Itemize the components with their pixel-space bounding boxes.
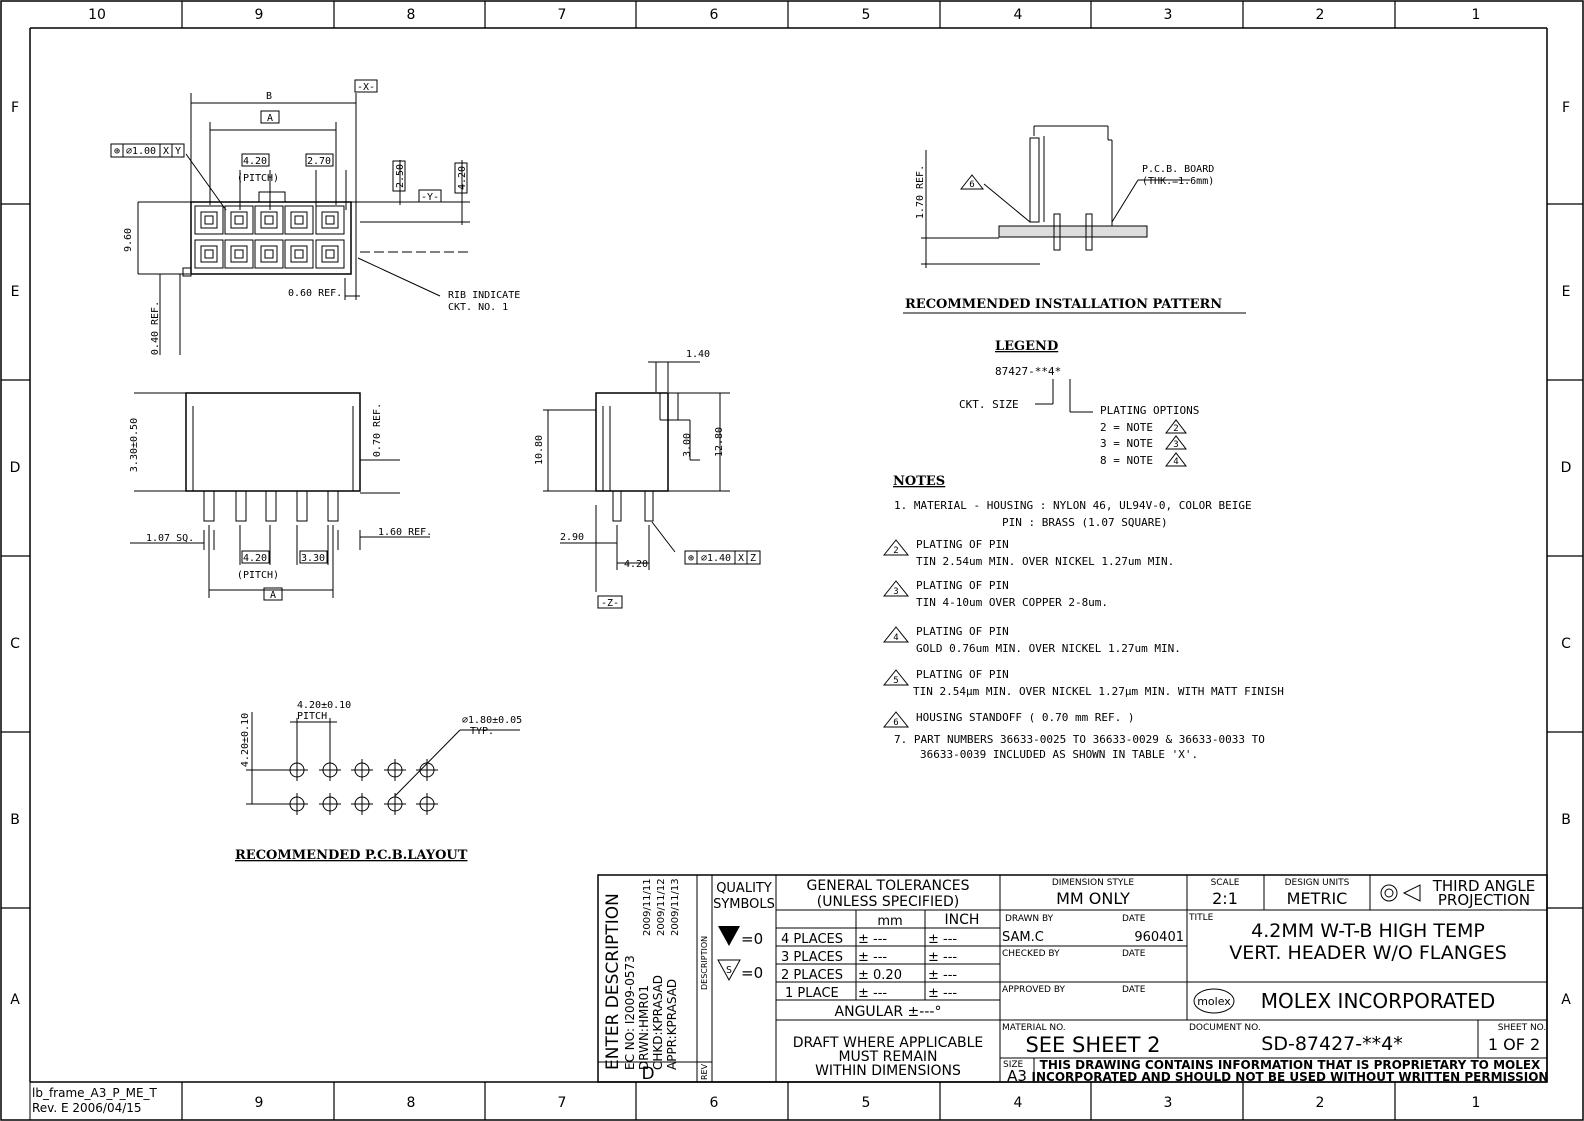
date-1: 2009/11/11	[642, 878, 653, 936]
description-label: DESCRIPTION	[700, 935, 709, 990]
dim-style-label: DIMENSION STYLE	[1051, 878, 1135, 888]
legend-opt-1-mark: 2	[1173, 424, 1179, 434]
side-tolerance-frame	[685, 551, 760, 564]
quality-sym-2: =0	[741, 964, 764, 982]
projection-2: PROJECTION	[1437, 891, 1531, 909]
tol-datum-y: Y	[174, 146, 182, 157]
pitch-note: (PITCH)	[236, 173, 280, 184]
drawn-date: 960401	[1134, 930, 1184, 945]
tol-row-4-mm: ± ---	[858, 986, 888, 1001]
dim-0-70-ref: 0.70 REF.	[372, 402, 383, 458]
appr: APPR:KPRASAD	[665, 978, 679, 1070]
draft-3: WITHIN DIMENSIONS	[815, 1063, 961, 1079]
pcb-hole-icon	[319, 793, 341, 815]
side-position-icon: ⊕	[687, 553, 695, 564]
material-no: SEE SHEET 2	[1025, 1033, 1161, 1057]
frame-name: lb_frame_A3_P_ME_T	[32, 1086, 157, 1100]
note-3-mark: 3	[893, 587, 899, 597]
tol-row-2-inch: ± ---	[928, 950, 958, 965]
quality-label-1: QUALITY	[716, 881, 772, 896]
col-label-bottom-3: 3	[1163, 1095, 1173, 1111]
approved-label: APPROVED BY	[1002, 985, 1066, 995]
note-3-line2: TIN 4-10um OVER COPPER 2-8um.	[916, 596, 1109, 609]
legend-plating: PLATING OPTIONS	[1100, 404, 1200, 417]
rev-label: REV	[700, 1063, 709, 1080]
dim-0-60-ref: 0.60 REF.	[288, 288, 343, 299]
dim-1-40: 1.40	[686, 349, 711, 360]
row-label-left-D: D	[9, 460, 21, 476]
tol-row-2-mm: ± ---	[858, 950, 888, 965]
units: METRIC	[1286, 889, 1348, 908]
row-label-right-B: B	[1561, 812, 1571, 828]
col-label-bottom-1: 1	[1471, 1095, 1481, 1111]
front-dim-a: A	[269, 590, 277, 601]
dim-b: B	[265, 91, 273, 102]
col-label-bottom-5: 5	[861, 1095, 871, 1111]
note-5-line2: TIN 2.54μm MIN. OVER NICKEL 1.27μm MIN. WITH MATT FINISH	[913, 685, 1284, 698]
date-2: 2009/11/12	[656, 878, 667, 936]
inch-label: INCH	[944, 912, 980, 928]
drawing-title-2: VERT. HEADER W/O FLANGES	[1229, 942, 1507, 964]
col-label-top-8: 8	[406, 7, 416, 23]
col-label-bottom-9: 9	[254, 1095, 264, 1111]
col-label-bottom-8: 8	[406, 1095, 416, 1111]
dim-9-60: 9.60	[123, 227, 134, 253]
note-6-line1: HOUSING STANDOFF ( 0.70 mm REF. )	[916, 711, 1135, 724]
top-view	[138, 93, 470, 355]
side-tol-datum-x: X	[737, 553, 745, 564]
datum-z: -Z-	[600, 598, 620, 609]
frame-rev: Rev. E 2006/04/15	[32, 1101, 142, 1115]
note-2-line2: TIN 2.54um MIN. OVER NICKEL 1.27um MIN.	[916, 555, 1175, 568]
drawn-by: SAM.C	[1002, 930, 1044, 945]
pcb-layout-title: RECOMMENDED P.C.B.LAYOUT	[235, 848, 468, 863]
molex-logo-text: molex	[1197, 995, 1231, 1008]
side-tol-value: ∅1.40	[700, 553, 732, 564]
legend-opt-2-mark: 3	[1173, 440, 1179, 450]
pcb-hole-typ: TYP.	[470, 726, 495, 737]
datum-x: -X-	[356, 82, 376, 93]
note-3-line1: PLATING OF PIN	[916, 579, 1009, 592]
installation-pattern	[903, 126, 1246, 313]
pcb-hole-icon	[351, 793, 373, 815]
pcb-hole-icon	[351, 759, 373, 781]
legend-opt-3: 8 = NOTE	[1100, 454, 1153, 467]
dim-3-30: 3.30±0.50	[129, 417, 140, 473]
title-block-text	[603, 877, 1548, 1085]
note-5-mark: 5	[893, 676, 899, 686]
gen-tol-1: GENERAL TOLERANCES	[806, 878, 970, 894]
note-2-mark: 2	[893, 546, 899, 556]
size-label: SIZE	[1003, 1060, 1024, 1070]
tol-row-4-places: 1 PLACE	[785, 986, 839, 1001]
tol-value: ∅1.00	[125, 146, 157, 157]
note-6-mark-b: 6	[893, 718, 899, 728]
document-label: DOCUMENT NO.	[1189, 1023, 1261, 1033]
col-label-top-10: 10	[88, 7, 106, 23]
col-label-top-3: 3	[1163, 7, 1173, 23]
row-label-left-A: A	[10, 992, 20, 1008]
col-label-bottom-2: 2	[1315, 1095, 1325, 1111]
proprietary-1: THIS DRAWING CONTAINS INFORMATION THAT IS PROPRIETARY TO MOLEX	[1039, 1058, 1541, 1072]
quality-label-2: SYMBOLS	[713, 897, 775, 912]
row-label-left-F: F	[10, 100, 20, 116]
drawn-by-label: DRAWN BY	[1005, 914, 1054, 924]
legend-opt-3-mark: 4	[1173, 457, 1179, 467]
pcb-hole-icon	[286, 759, 308, 781]
col-label-bottom-7: 7	[557, 1095, 567, 1111]
col-label-top-7: 7	[557, 7, 567, 23]
dim-4-20-side: 4.20	[624, 559, 649, 570]
mm-label: mm	[877, 914, 903, 929]
legend-opt-2: 3 = NOTE	[1100, 437, 1153, 450]
pcb-pitch-h: 4.20±0.10	[297, 700, 352, 711]
pcb-pitch-word: PITCH	[297, 711, 328, 722]
pcb-layout-text	[235, 700, 522, 863]
note-7b: 36633-0039 INCLUDED AS SHOWN IN TABLE 'X'.	[920, 748, 1199, 761]
pcb-hole-icon	[384, 759, 406, 781]
document-no: SD-87427-**4*	[1261, 1033, 1403, 1055]
installation-title: RECOMMENDED INSTALLATION PATTERN	[905, 297, 1223, 312]
units-label: DESIGN UNITS	[1284, 878, 1350, 888]
col-label-bottom-6: 6	[709, 1095, 719, 1111]
notes-title: NOTES	[893, 474, 946, 489]
front-pitch-note: (PITCH)	[236, 570, 280, 581]
company-name: MOLEX INCORPORATED	[1260, 989, 1496, 1013]
front-view	[130, 393, 433, 598]
pcb-board: P.C.B. BOARD	[1142, 164, 1215, 175]
dim-0-40-ref: 0.40 REF.	[150, 300, 161, 356]
pcb-hole-dia: ∅1.80±0.05	[462, 715, 523, 726]
note-4-line1: PLATING OF PIN	[916, 625, 1009, 638]
projection-1: THIRD ANGLE	[1432, 877, 1536, 895]
notes	[884, 474, 1284, 761]
pcb-pitch-v: 4.20±0.10	[240, 712, 251, 768]
drwn: DRWN:HMR01	[637, 985, 651, 1070]
pcb-hole-icon	[319, 759, 341, 781]
third-angle-projection-icon	[1381, 885, 1420, 901]
top-view-cells	[195, 206, 344, 268]
front-pitch: 4.20	[242, 553, 268, 564]
note-7a: 7. PART NUMBERS 36633-0025 TO 36633-0029 & 36633-0033 TO	[894, 733, 1265, 746]
dim-2-50: 2.50	[395, 163, 406, 189]
rev-value: D	[641, 1064, 655, 1084]
pitch-dim: 4.20	[242, 156, 268, 167]
side-view-text	[534, 349, 760, 609]
col-label-bottom-4: 4	[1013, 1095, 1023, 1111]
dim-10-80: 10.80	[534, 434, 545, 466]
material-label: MATERIAL NO.	[1002, 1023, 1066, 1033]
note-5-line1: PLATING OF PIN	[916, 668, 1009, 681]
note-4-mark: 4	[893, 633, 899, 643]
gen-tol-2: (UNLESS SPECIFIED)	[816, 894, 960, 910]
side-tol-datum-z: Z	[749, 553, 757, 564]
tol-datum-x: X	[162, 146, 170, 157]
datum-y: -Y-	[420, 192, 440, 203]
note-6-mark: 6	[969, 180, 975, 190]
tol-row-4-inch: ± ---	[928, 986, 958, 1001]
position-icon: ⊕	[113, 146, 121, 157]
row-label-right-A: A	[1561, 992, 1571, 1008]
chkd: CHKD:KPRASAD	[651, 974, 665, 1070]
angular: ANGULAR ±---°	[834, 1004, 942, 1020]
enter-description: ENTER DESCRIPTION	[603, 893, 623, 1070]
tolerance-frame	[111, 144, 184, 157]
legend-part: 87427-**4*	[995, 365, 1062, 378]
title-label: TITLE	[1189, 913, 1214, 923]
row-label-right-F: F	[1561, 100, 1571, 116]
size-value: A3	[1007, 1067, 1027, 1085]
col-label-top-5: 5	[861, 7, 871, 23]
dim-1-07-sq: 1.07 SQ.	[146, 533, 195, 544]
row-label-left-B: B	[10, 812, 20, 828]
quality-filled-triangle-icon	[718, 926, 740, 946]
row-label-left-C: C	[10, 636, 20, 652]
tol-row-1-inch: ± ---	[928, 932, 958, 947]
dim-2-70: 2.70	[306, 156, 332, 167]
quality-sym-1: =0	[741, 930, 764, 948]
dim-1-70-ref: 1.70 REF.	[915, 164, 926, 220]
tol-row-1-mm: ± ---	[858, 932, 888, 947]
note-2-line1: PLATING OF PIN	[916, 538, 1009, 551]
pcb-hole-icon	[416, 793, 438, 815]
pcb-hole-icon	[416, 759, 438, 781]
note-1b: PIN : BRASS (1.07 SQUARE)	[1002, 516, 1168, 529]
rib-note-2: CKT. NO. 1	[448, 302, 509, 313]
row-label-right-D: D	[1560, 460, 1572, 476]
pcb-holes	[286, 759, 438, 815]
dim-12-80: 12.80	[714, 426, 725, 458]
sheet-no: 1 OF 2	[1487, 1035, 1541, 1054]
tol-row-1-places: 4 PLACES	[781, 932, 843, 947]
tol-row-3-mm: ± 0.20	[858, 968, 902, 983]
note-4-line2: GOLD 0.76um MIN. OVER NICKEL 1.27um MIN.	[916, 642, 1181, 655]
date-label-2: DATE	[1122, 949, 1146, 959]
scale: 2:1	[1212, 889, 1238, 908]
draft-1: DRAFT WHERE APPLICABLE	[792, 1035, 984, 1051]
col-label-top-2: 2	[1315, 7, 1325, 23]
tol-row-3-places: 2 PLACES	[781, 968, 843, 983]
dim-4-20-v: 4.20	[457, 165, 468, 191]
row-label-left-E: E	[10, 284, 20, 300]
front-view-text	[129, 403, 432, 601]
scale-label: SCALE	[1210, 878, 1240, 888]
draft-2: MUST REMAIN	[838, 1049, 938, 1065]
dim-2-90: 2.90	[560, 532, 585, 543]
row-label-right-E: E	[1561, 284, 1571, 300]
col-label-top-6: 6	[709, 7, 719, 23]
col-label-top-4: 4	[1013, 7, 1023, 23]
legend-opt-1: 2 = NOTE	[1100, 421, 1153, 434]
dim-1-60-ref: 1.60 REF.	[378, 527, 433, 538]
quality-sym-2-mark: S	[725, 965, 733, 976]
legend-ckt: CKT. SIZE	[959, 398, 1019, 411]
date-label-3: DATE	[1122, 985, 1146, 995]
col-label-top-9: 9	[254, 7, 264, 23]
pcb-board-thk: (THK.=1.6mm)	[1142, 176, 1215, 187]
checked-label: CHECKED BY	[1002, 949, 1060, 959]
sheet-label: SHEET NO.	[1497, 1023, 1547, 1033]
pcb-hole-icon	[286, 793, 308, 815]
legend	[959, 339, 1199, 467]
col-label-top-1: 1	[1471, 7, 1481, 23]
corner-label	[30, 1082, 182, 1120]
date-label-1: DATE	[1122, 914, 1146, 924]
proprietary-2: INCORPORATED AND SHOULD NOT BE USED WITHOUT WRITTEN PERMISSION	[1031, 1070, 1549, 1084]
tol-row-2-places: 3 PLACES	[781, 950, 843, 965]
pcb-hole-icon	[384, 793, 406, 815]
dim-style: MM ONLY	[1056, 889, 1130, 908]
dim-3-00: 3.00	[682, 432, 693, 458]
ec-no: EC NO: I2009-0573	[623, 955, 637, 1070]
legend-title: LEGEND	[995, 339, 1059, 354]
dim-a: A	[266, 113, 274, 124]
note-1a: 1. MATERIAL - HOUSING : NYLON 46, UL94V-0, COLOR BEIGE	[894, 499, 1252, 512]
dim-3-30-b: 3.30	[300, 553, 326, 564]
rib-note-1: RIB INDICATE	[448, 290, 521, 301]
row-label-right-C: C	[1561, 636, 1571, 652]
tol-row-3-inch: ± ---	[928, 968, 958, 983]
date-3: 2009/11/13	[670, 878, 681, 936]
drawing-title-1: 4.2MM W-T-B HIGH TEMP	[1251, 920, 1485, 942]
